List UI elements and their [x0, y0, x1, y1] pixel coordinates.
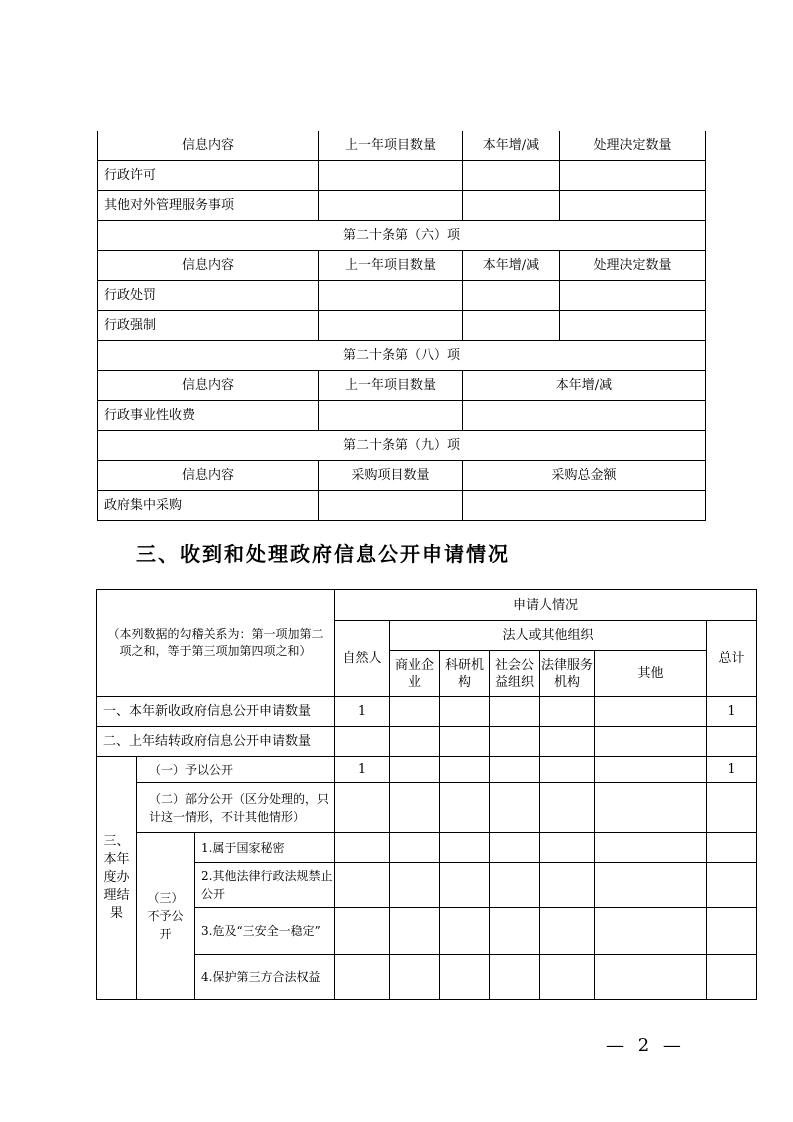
col-header: 商业企业 — [390, 651, 440, 697]
data-cell — [390, 833, 440, 863]
row-label: （一）予以公开 — [137, 757, 335, 783]
data-cell — [490, 833, 540, 863]
note-cell: （本列数据的勾稽关系为：第一项加第二项之和，等于第三项加第四项之和） — [97, 590, 335, 697]
data-cell — [440, 783, 490, 833]
data-cell — [490, 697, 540, 727]
header-cell: 信息内容 — [98, 131, 319, 161]
legal-org-header: 法人或其他组织 — [390, 621, 707, 651]
row-label: 政府集中采购 — [98, 491, 319, 521]
data-cell — [707, 833, 757, 863]
data-cell — [540, 697, 595, 727]
data-cell — [390, 697, 440, 727]
data-cell — [490, 727, 540, 757]
data-cell — [490, 783, 540, 833]
header-cell: 处理决定数量 — [560, 251, 706, 281]
natural-value: 1 — [335, 757, 390, 783]
header-cell: 信息内容 — [98, 461, 319, 491]
data-cell — [540, 783, 595, 833]
data-cell — [540, 908, 595, 955]
data-cell — [490, 863, 540, 908]
total-header: 总计 — [707, 621, 757, 697]
data-cell — [540, 757, 595, 783]
header-cell: 上一年项目数量 — [319, 371, 463, 401]
data-cell — [390, 908, 440, 955]
col-header: 其他 — [595, 651, 707, 697]
page-number: — 2 — — [606, 1035, 685, 1056]
data-cell — [595, 783, 707, 833]
data-cell — [319, 281, 463, 311]
data-cell — [707, 783, 757, 833]
data-cell — [707, 908, 757, 955]
data-cell — [319, 311, 463, 341]
total-value: 1 — [707, 757, 757, 783]
section-title: 第二十条第（六）项 — [98, 221, 706, 251]
header-cell: 信息内容 — [98, 371, 319, 401]
data-cell — [595, 863, 707, 908]
natural-value: 1 — [335, 697, 390, 727]
data-cell — [490, 757, 540, 783]
data-cell — [595, 697, 707, 727]
data-cell — [540, 833, 595, 863]
applicant-header: 申请人情况 — [335, 590, 757, 621]
data-cell — [540, 727, 595, 757]
disclosure-items-table — [97, 131, 706, 521]
data-cell — [319, 401, 463, 431]
data-cell — [390, 783, 440, 833]
header-cell: 本年增/减 — [463, 371, 706, 401]
row-label: 其他对外管理服务事项 — [98, 191, 319, 221]
data-cell — [319, 191, 463, 221]
data-cell — [490, 955, 540, 1000]
row-label: 行政强制 — [98, 311, 319, 341]
data-cell — [595, 955, 707, 1000]
natural-person-header: 自然人 — [335, 621, 390, 697]
data-cell — [463, 491, 706, 521]
data-cell — [440, 955, 490, 1000]
data-cell — [595, 833, 707, 863]
header-cell: 信息内容 — [98, 251, 319, 281]
group-label: （三）不予公开 — [137, 833, 195, 1000]
data-cell — [490, 908, 540, 955]
data-cell — [595, 727, 707, 757]
data-cell — [390, 863, 440, 908]
data-cell — [335, 833, 390, 863]
data-cell — [463, 191, 560, 221]
data-cell — [707, 863, 757, 908]
data-cell — [560, 161, 706, 191]
data-cell — [390, 955, 440, 1000]
section-title: 第二十条第（八）项 — [98, 341, 706, 371]
section-title: 第二十条第（九）项 — [98, 431, 706, 461]
data-cell — [463, 311, 560, 341]
row-label: 2.其他法律行政法规禁止公开 — [195, 863, 335, 908]
data-cell — [335, 955, 390, 1000]
data-cell — [335, 727, 390, 757]
row-label: 3.危及“三安全一稳定” — [195, 908, 335, 955]
data-cell — [390, 757, 440, 783]
data-cell — [540, 863, 595, 908]
data-cell — [440, 727, 490, 757]
row-label: 一、本年新收政府信息公开申请数量 — [97, 697, 335, 727]
data-cell — [463, 161, 560, 191]
row-label: 行政许可 — [98, 161, 319, 191]
row-label: （二）部分公开（区分处理的，只计这一情形，不计其他情形） — [137, 783, 335, 833]
data-cell — [335, 783, 390, 833]
data-cell — [440, 697, 490, 727]
data-cell — [595, 757, 707, 783]
data-cell — [560, 311, 706, 341]
data-cell — [560, 281, 706, 311]
data-cell — [540, 955, 595, 1000]
header-cell: 上一年项目数量 — [319, 131, 463, 161]
header-cell: 上一年项目数量 — [319, 251, 463, 281]
data-cell — [390, 727, 440, 757]
data-cell — [335, 863, 390, 908]
application-handling-table — [96, 589, 757, 1000]
header-cell: 采购项目数量 — [319, 461, 463, 491]
total-value: 1 — [707, 697, 757, 727]
col-header: 科研机构 — [440, 651, 490, 697]
data-cell — [319, 491, 463, 521]
col-header: 社会公益组织 — [490, 651, 540, 697]
data-cell — [463, 401, 706, 431]
section-heading: 三、收到和处理政府信息公开申请情况 — [136, 542, 510, 566]
row-label: 4.保护第三方合法权益 — [195, 955, 335, 1000]
data-cell — [463, 281, 560, 311]
row-label: 二、上年结转政府信息公开申请数量 — [97, 727, 335, 757]
data-cell — [440, 757, 490, 783]
col-header: 法律服务机构 — [540, 651, 595, 697]
row-label: 1.属于国家秘密 — [195, 833, 335, 863]
data-cell — [707, 955, 757, 1000]
header-cell: 采购总金额 — [463, 461, 706, 491]
data-cell — [440, 908, 490, 955]
data-cell — [440, 833, 490, 863]
data-cell — [595, 908, 707, 955]
data-cell — [319, 161, 463, 191]
row-label: 行政处罚 — [98, 281, 319, 311]
data-cell — [335, 908, 390, 955]
data-cell — [440, 863, 490, 908]
header-cell: 处理决定数量 — [560, 131, 706, 161]
row-label: 行政事业性收费 — [98, 401, 319, 431]
header-cell: 本年增/减 — [463, 251, 560, 281]
group-label: 三、本年度办理结果 — [97, 757, 137, 1000]
data-cell — [560, 191, 706, 221]
header-cell: 本年增/减 — [463, 131, 560, 161]
data-cell — [707, 727, 757, 757]
